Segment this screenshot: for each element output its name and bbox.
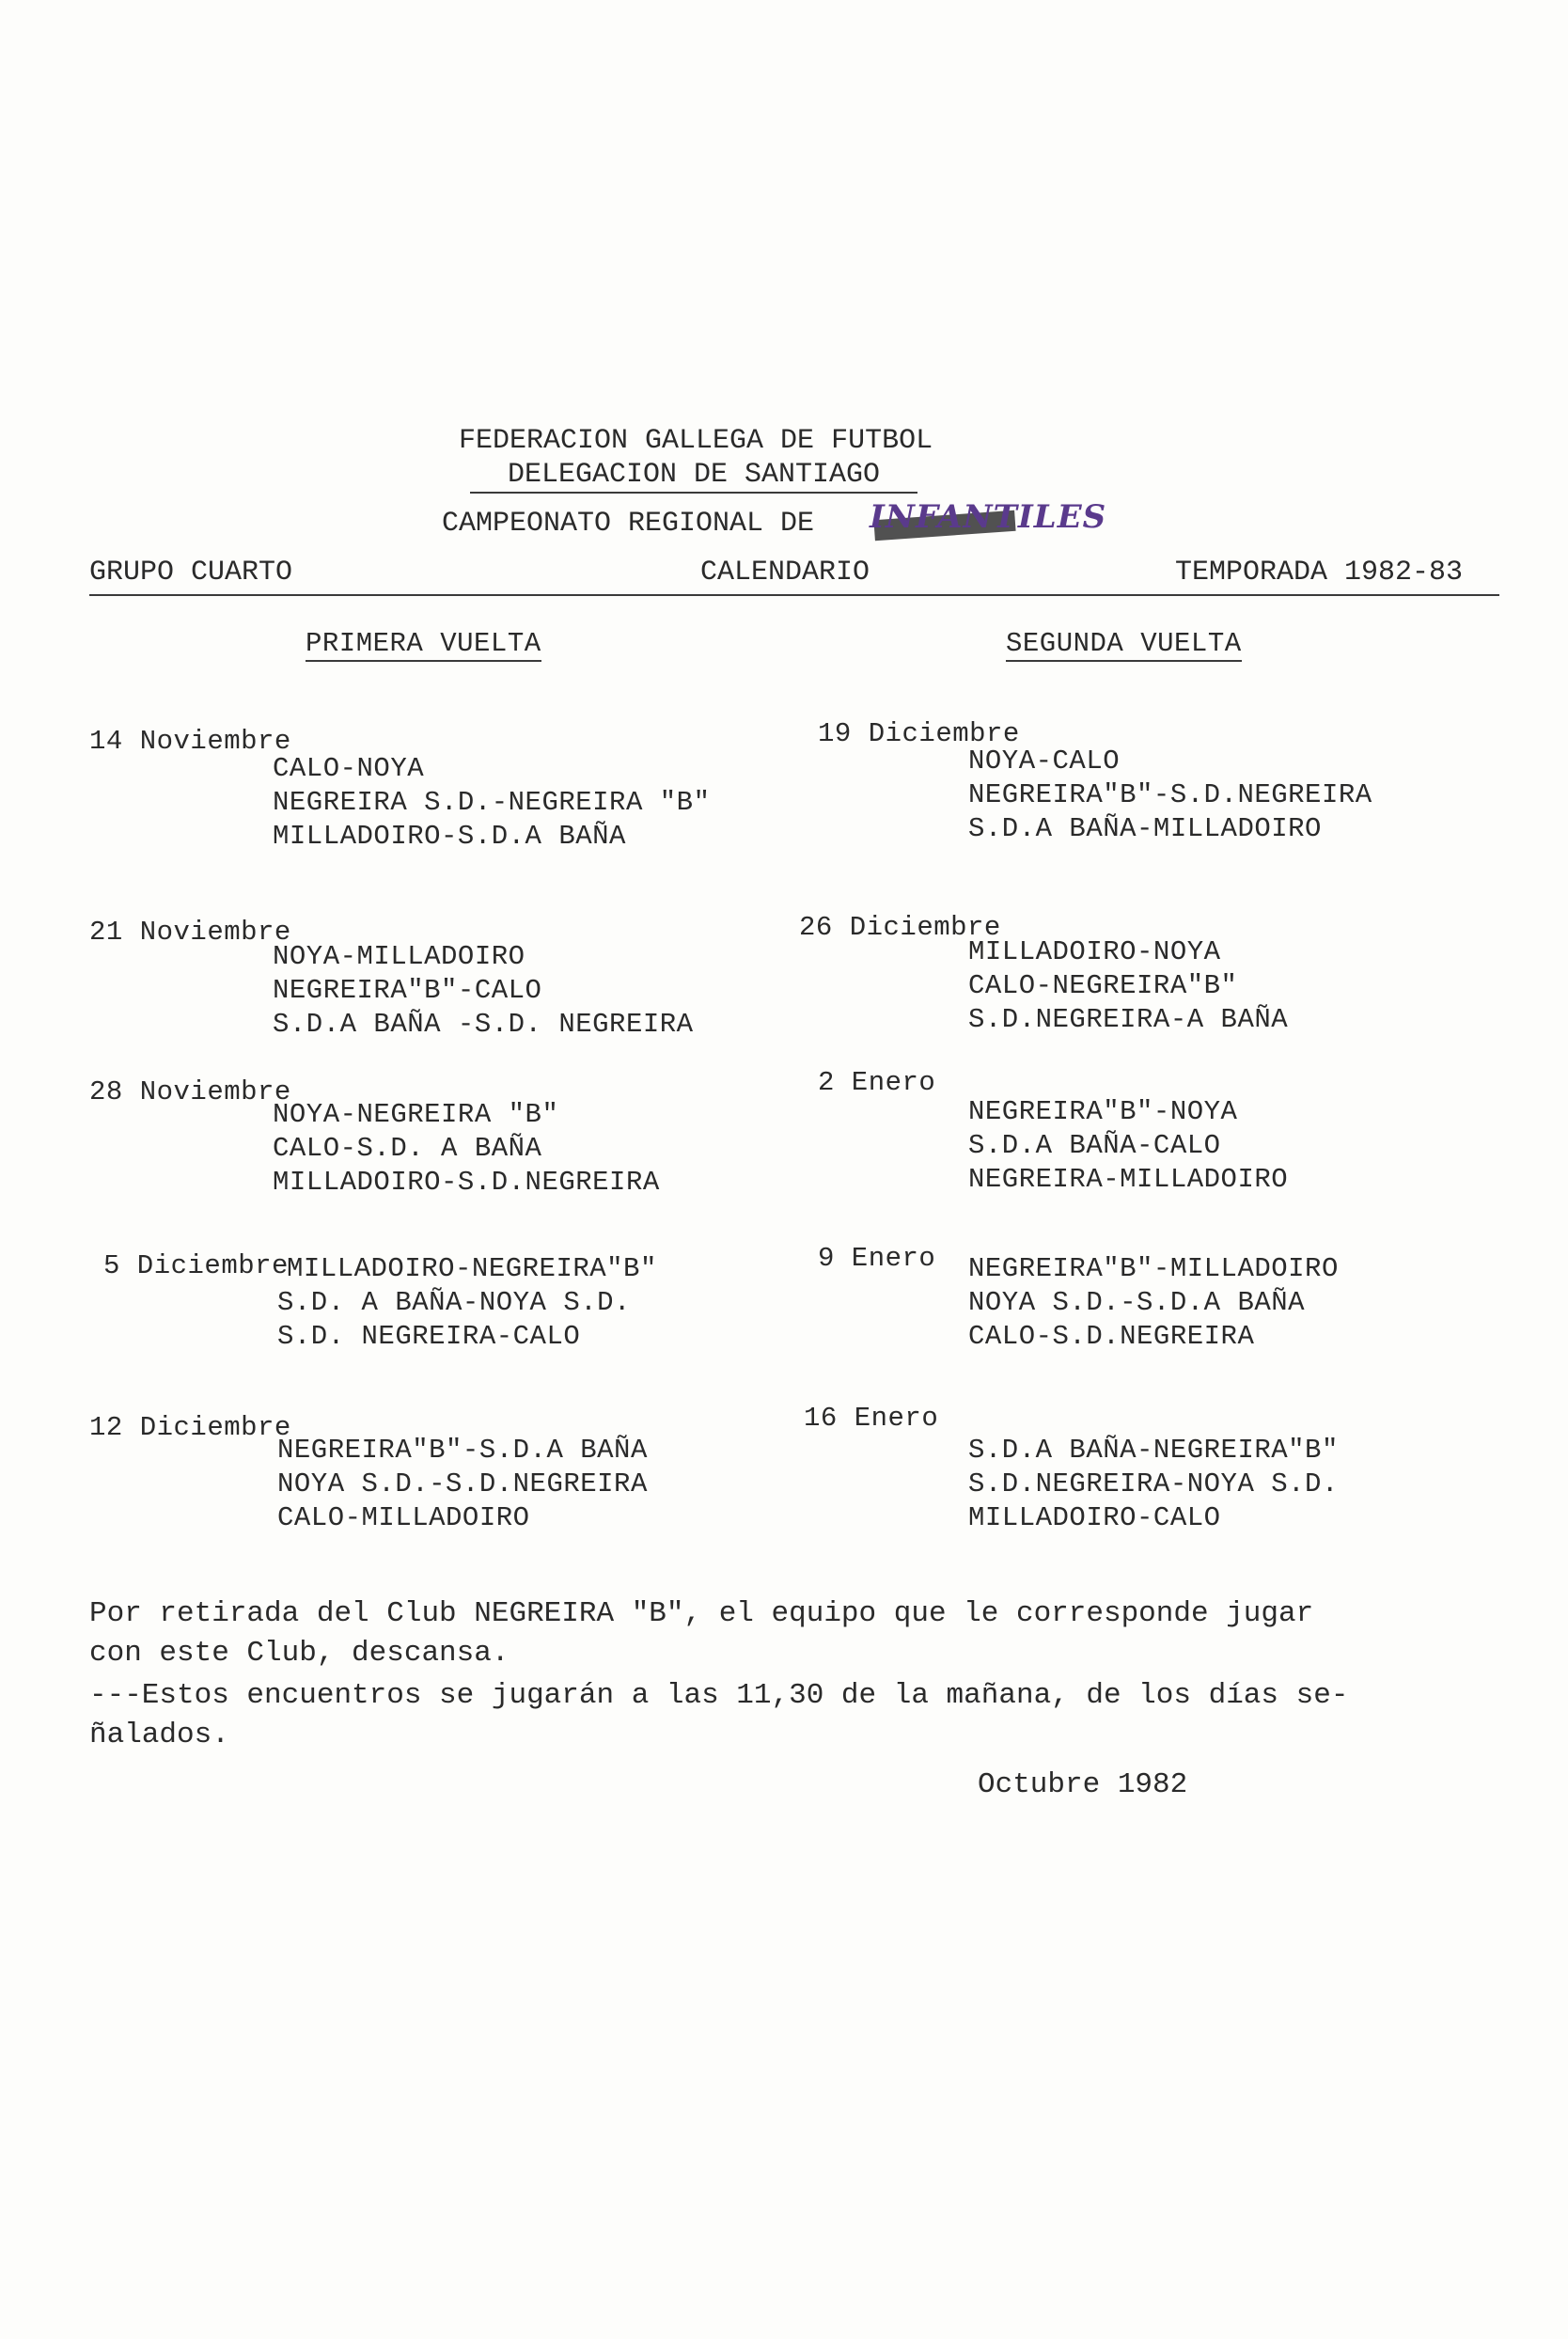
matchday-date: 28 Noviembre [89,1076,291,1107]
match: NEGREIRA"B"-S.D.NEGREIRA [968,779,1372,810]
matchday-date: 16 Enero [804,1403,939,1434]
match: S.D.A BAÑA-CALO [968,1130,1221,1161]
matchday-date: 5 Diciembre [103,1250,289,1281]
matchday-date: 9 Enero [818,1243,936,1274]
matchday-date: 26 Diciembre [799,912,1001,943]
matchday-matches [968,1252,1339,1354]
calendar-label: CALENDARIO [700,557,870,589]
match: S.D. NEGREIRA-CALO [277,1321,581,1352]
match: CALO-MILLADOIRO [277,1502,530,1533]
match: NEGREIRA"B"-CALO [273,975,542,1006]
matchday-matches [968,935,1288,1037]
match: MILLADOIRO-CALO [968,1502,1221,1533]
match: S.D.A BAÑA -S.D. NEGREIRA [273,1009,694,1040]
match: NOYA S.D.-S.D.NEGREIRA [277,1468,648,1499]
match: CALO-S.D. A BAÑA [273,1133,542,1164]
match: MILLADOIRO-S.D.NEGREIRA [273,1167,660,1198]
match: NEGREIRA"B"-MILLADOIRO [968,1253,1339,1284]
match: NOYA-CALO [968,746,1121,777]
match: CALO-S.D.NEGREIRA [968,1321,1255,1352]
match: MILLADOIRO-NOYA [968,936,1221,967]
document-date: Octubre 1982 [978,1768,1188,1801]
handwritten-category: INFANTILES [870,498,1107,536]
match: MILLADOIRO-S.D.A BAÑA [273,821,626,852]
note-line: Por retirada del Club NEGREIRA "B", el equipo que le corresponde jugar [89,1597,1314,1630]
group-label: GRUPO CUARTO [89,557,293,589]
match: S.D. A BAÑA-NOYA S.D. [277,1287,631,1318]
note-line: ---Estos encuentros se jugarán a las 11,30 de la mañana, de los días se- [89,1679,1349,1712]
matchday-date: 14 Noviembre [89,726,291,757]
match: S.D.NEGREIRA-NOYA S.D. [968,1468,1339,1499]
match: NEGREIRA-MILLADOIRO [968,1164,1289,1195]
matchday-matches [273,940,694,1042]
match: NOYA-NEGREIRA "B" [273,1099,559,1130]
match: NOYA S.D.-S.D.A BAÑA [968,1287,1306,1318]
matchday-matches [277,1434,648,1535]
matchday-date: 2 Enero [818,1067,936,1098]
note-line: ñalados. [89,1719,229,1751]
federation-title: FEDERACION GALLEGA DE FUTBOL [459,425,933,457]
matchday-matches [968,1434,1339,1535]
matchday-date: 19 Diciembre [818,718,1020,749]
match: CALO-NEGREIRA"B" [968,970,1238,1001]
matchday-matches [968,745,1372,846]
header-rule [89,594,1499,596]
delegation-title: DELEGACION DE SANTIAGO [470,459,917,494]
match: S.D.A BAÑA-MILLADOIRO [968,813,1322,844]
matchday-matches [968,1095,1288,1197]
match: CALO-NOYA [273,753,425,784]
match: S.D.NEGREIRA-A BAÑA [968,1004,1289,1035]
matchday-date: 12 Diciembre [89,1412,291,1443]
match: S.D.A BAÑA-NEGREIRA"B" [968,1435,1339,1466]
second-round-heading: SEGUNDA VUELTA [1006,628,1242,662]
matchday-matches [273,1098,660,1200]
match: NEGREIRA"B"-NOYA [968,1096,1238,1127]
championship-prefix: CAMPEONATO REGIONAL DE [442,508,815,540]
matchday-matches [277,1252,657,1354]
match: NEGREIRA"B"-S.D.A BAÑA [277,1435,648,1466]
match: NEGREIRA S.D.-NEGREIRA "B" [273,787,711,818]
first-round-heading: PRIMERA VUELTA [306,628,541,662]
match: NOYA-MILLADOIRO [273,941,525,972]
note-line: con este Club, descansa. [89,1637,510,1670]
season-label: TEMPORADA 1982-83 [1175,557,1464,589]
matchday-matches [273,752,710,854]
match: MILLADOIRO-NEGREIRA"B" [287,1253,657,1284]
matchday-date: 21 Noviembre [89,917,291,948]
